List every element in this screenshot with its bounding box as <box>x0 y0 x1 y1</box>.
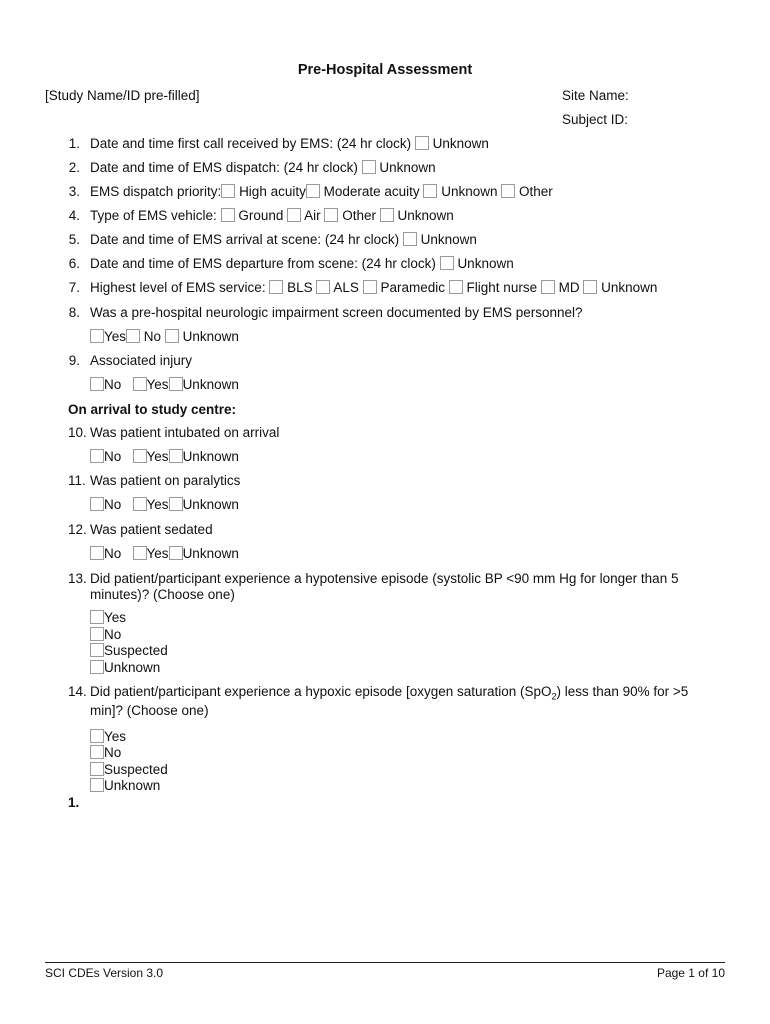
option-label: Yes <box>146 497 169 512</box>
question-4-checkbox-air[interactable] <box>287 208 301 222</box>
option-label: Unknown <box>182 449 239 464</box>
question-14-checkbox-suspected[interactable] <box>90 762 104 776</box>
question-12-checkbox-yes[interactable] <box>133 546 147 560</box>
subject-id-label: Subject ID: <box>562 112 629 127</box>
question-9-checkbox-no[interactable] <box>90 377 104 391</box>
option-label: Unknown <box>104 660 161 675</box>
question-9-number: 9. <box>68 353 80 368</box>
question-3-text: EMS dispatch priority: <box>90 184 222 199</box>
footer-page-number: Page 1 of 10 <box>656 966 725 980</box>
question-10-checkbox-no[interactable] <box>90 449 104 463</box>
option-label: BLS <box>287 280 313 295</box>
question-7 <box>90 280 657 295</box>
option-label: Unknown <box>420 232 477 247</box>
question-5-text: Date and time of EMS arrival at scene: (24 hr clock) <box>90 232 400 247</box>
question-13-option-no <box>90 627 121 642</box>
question-13-text-line2: minutes)? (Choose one) <box>90 587 235 602</box>
option-label: Suspected <box>104 762 168 777</box>
site-name-label: Site Name: <box>562 88 629 103</box>
question-12-options <box>90 546 239 561</box>
option-label: Unknown <box>104 778 161 793</box>
question-3-checkbox-moderate-acuity[interactable] <box>306 184 320 198</box>
question-7-checkbox-flight-nurse[interactable] <box>449 280 463 294</box>
option-label: Unknown <box>601 280 658 295</box>
question-5 <box>90 232 477 247</box>
question-2-unknown-checkbox[interactable] <box>362 160 376 174</box>
question-7-checkbox-md[interactable] <box>541 280 555 294</box>
footer-divider <box>45 962 725 963</box>
option-label: Unknown <box>441 184 498 199</box>
option-label: No <box>104 745 122 760</box>
option-label: Yes <box>146 546 169 561</box>
question-8-text: Was a pre-hospital neurologic impairment screen documented by EMS personnel? <box>90 305 583 320</box>
question-14-text-part: Did patient/participant experience a hypoxic episode [oxygen saturation (SpO <box>90 684 552 699</box>
question-2-number: 2. <box>68 160 80 175</box>
option-label: Air <box>304 208 321 223</box>
question-12-checkbox-unknown[interactable] <box>169 546 183 560</box>
question-1-unknown-checkbox[interactable] <box>415 136 429 150</box>
question-8-number: 8. <box>68 305 80 320</box>
question-6-text: Date and time of EMS departure from scene: (24 hr clock) <box>90 256 436 271</box>
question-3-number: 3. <box>68 184 80 199</box>
question-9-checkbox-yes[interactable] <box>133 377 147 391</box>
question-13-checkbox-suspected[interactable] <box>90 643 104 657</box>
question-3-checkbox-high-acuity[interactable] <box>221 184 235 198</box>
question-12-number: 12. <box>68 522 87 537</box>
option-label: Other <box>342 208 376 223</box>
option-label: No <box>143 329 162 344</box>
question-10-options <box>90 449 239 464</box>
question-13-text-line1: Did patient/participant experience a hypotensive episode (systolic BP <90 mm Hg for longer than 5 <box>90 571 679 586</box>
question-8-checkbox-yes[interactable] <box>90 329 104 343</box>
option-label: Unknown <box>397 208 454 223</box>
option-label: Unknown <box>457 256 514 271</box>
option-label: No <box>104 627 122 642</box>
option-label: No <box>104 449 122 464</box>
question-8-checkbox-no[interactable] <box>126 329 140 343</box>
question-12-checkbox-no[interactable] <box>90 546 104 560</box>
question-10-checkbox-unknown[interactable] <box>169 449 183 463</box>
question-11-checkbox-unknown[interactable] <box>169 497 183 511</box>
question-6 <box>90 256 514 271</box>
question-8-options <box>90 329 239 344</box>
option-label: Yes <box>146 377 169 392</box>
question-9-options <box>90 377 239 392</box>
question-14-option-unknown <box>90 778 160 793</box>
option-label: Paramedic <box>380 280 446 295</box>
option-label: Unknown <box>182 377 239 392</box>
option-label: Moderate acuity <box>323 184 420 199</box>
page-title: Pre-Hospital Assessment <box>297 62 473 78</box>
footer-version: SCI CDEs Version 3.0 <box>45 966 164 980</box>
option-label: Yes <box>104 729 127 744</box>
question-8-checkbox-unknown[interactable] <box>165 329 179 343</box>
question-7-number: 7. <box>68 280 80 295</box>
section-heading-arrival: On arrival to study centre: <box>68 402 237 417</box>
option-label: Unknown <box>432 136 489 151</box>
option-label: Unknown <box>379 160 436 175</box>
question-5-number: 5. <box>68 232 80 247</box>
option-label: MD <box>558 280 580 295</box>
question-11-options <box>90 497 239 512</box>
question-10-checkbox-yes[interactable] <box>133 449 147 463</box>
question-3-checkbox-unknown[interactable] <box>423 184 437 198</box>
question-9-text: Associated injury <box>90 353 193 368</box>
option-label: No <box>104 546 122 561</box>
question-14-text-line2: min]? (Choose one) <box>90 703 209 718</box>
question-11-text: Was patient on paralytics <box>90 473 241 488</box>
question-14-option-yes <box>90 729 126 744</box>
question-2-text: Date and time of EMS dispatch: (24 hr clock) <box>90 160 358 175</box>
option-label: No <box>104 497 122 512</box>
question-13-option-yes <box>90 610 126 625</box>
question-11-checkbox-yes[interactable] <box>133 497 147 511</box>
question-14-number: 14. <box>68 684 87 699</box>
option-label: No <box>104 377 122 392</box>
option-label: Flight nurse <box>466 280 538 295</box>
option-label: ALS <box>333 280 359 295</box>
option-label: Yes <box>146 449 169 464</box>
question-7-checkbox-paramedic[interactable] <box>363 280 377 294</box>
question-14-checkbox-unknown[interactable] <box>90 778 104 792</box>
question-4-text: Type of EMS vehicle: <box>90 208 217 223</box>
trailing-list-number: 1. <box>68 795 80 810</box>
question-4-checkbox-ground[interactable] <box>221 208 235 222</box>
question-13-checkbox-no[interactable] <box>90 627 104 641</box>
question-5-unknown-checkbox[interactable] <box>403 232 417 246</box>
question-13-number: 13. <box>68 571 87 586</box>
option-label: High acuity <box>239 184 306 199</box>
option-label: Yes <box>104 329 127 344</box>
question-7-checkbox-als[interactable] <box>316 280 330 294</box>
question-4-checkbox-other[interactable] <box>324 208 338 222</box>
option-label: Ground <box>238 208 284 223</box>
question-4-checkbox-unknown[interactable] <box>380 208 394 222</box>
option-label: Other <box>519 184 553 199</box>
question-4-number: 4. <box>68 208 80 223</box>
subscript: 2 <box>551 691 557 702</box>
question-9-checkbox-unknown[interactable] <box>169 377 183 391</box>
option-label: Unknown <box>182 546 239 561</box>
question-1 <box>90 136 489 151</box>
question-13-checkbox-yes[interactable] <box>90 610 104 624</box>
option-label: Suspected <box>104 643 168 658</box>
question-14-checkbox-yes[interactable] <box>90 729 104 743</box>
question-13-option-suspected <box>90 643 168 658</box>
question-14-text-line1 <box>90 684 688 702</box>
question-7-checkbox-bls[interactable] <box>269 280 283 294</box>
question-1-text: Date and time first call received by EMS: (24 hr clock) <box>90 136 412 151</box>
question-14-option-no <box>90 745 121 760</box>
question-3-checkbox-other[interactable] <box>501 184 515 198</box>
option-label: Unknown <box>182 329 239 344</box>
question-10-number: 10. <box>68 425 87 440</box>
question-11-checkbox-no[interactable] <box>90 497 104 511</box>
question-14-checkbox-no[interactable] <box>90 745 104 759</box>
question-6-unknown-checkbox[interactable] <box>440 256 454 270</box>
question-3 <box>90 184 553 199</box>
question-13-option-unknown <box>90 660 160 675</box>
option-label: Yes <box>104 610 127 625</box>
question-13-checkbox-unknown[interactable] <box>90 660 104 674</box>
option-label: Unknown <box>182 497 239 512</box>
question-11-number: 11. <box>68 473 86 488</box>
question-10-text: Was patient intubated on arrival <box>90 425 280 440</box>
question-6-number: 6. <box>68 256 80 271</box>
question-1-number: 1. <box>68 136 80 151</box>
question-12-text: Was patient sedated <box>90 522 213 537</box>
question-14-option-suspected <box>90 762 168 777</box>
question-4 <box>90 208 454 223</box>
study-name: [Study Name/ID pre-filled] <box>45 88 200 103</box>
question-14-text-part: ) less than 90% for >5 <box>556 684 689 699</box>
question-2 <box>90 160 436 175</box>
question-7-text: Highest level of EMS service: <box>90 280 266 295</box>
question-7-checkbox-unknown[interactable] <box>583 280 597 294</box>
